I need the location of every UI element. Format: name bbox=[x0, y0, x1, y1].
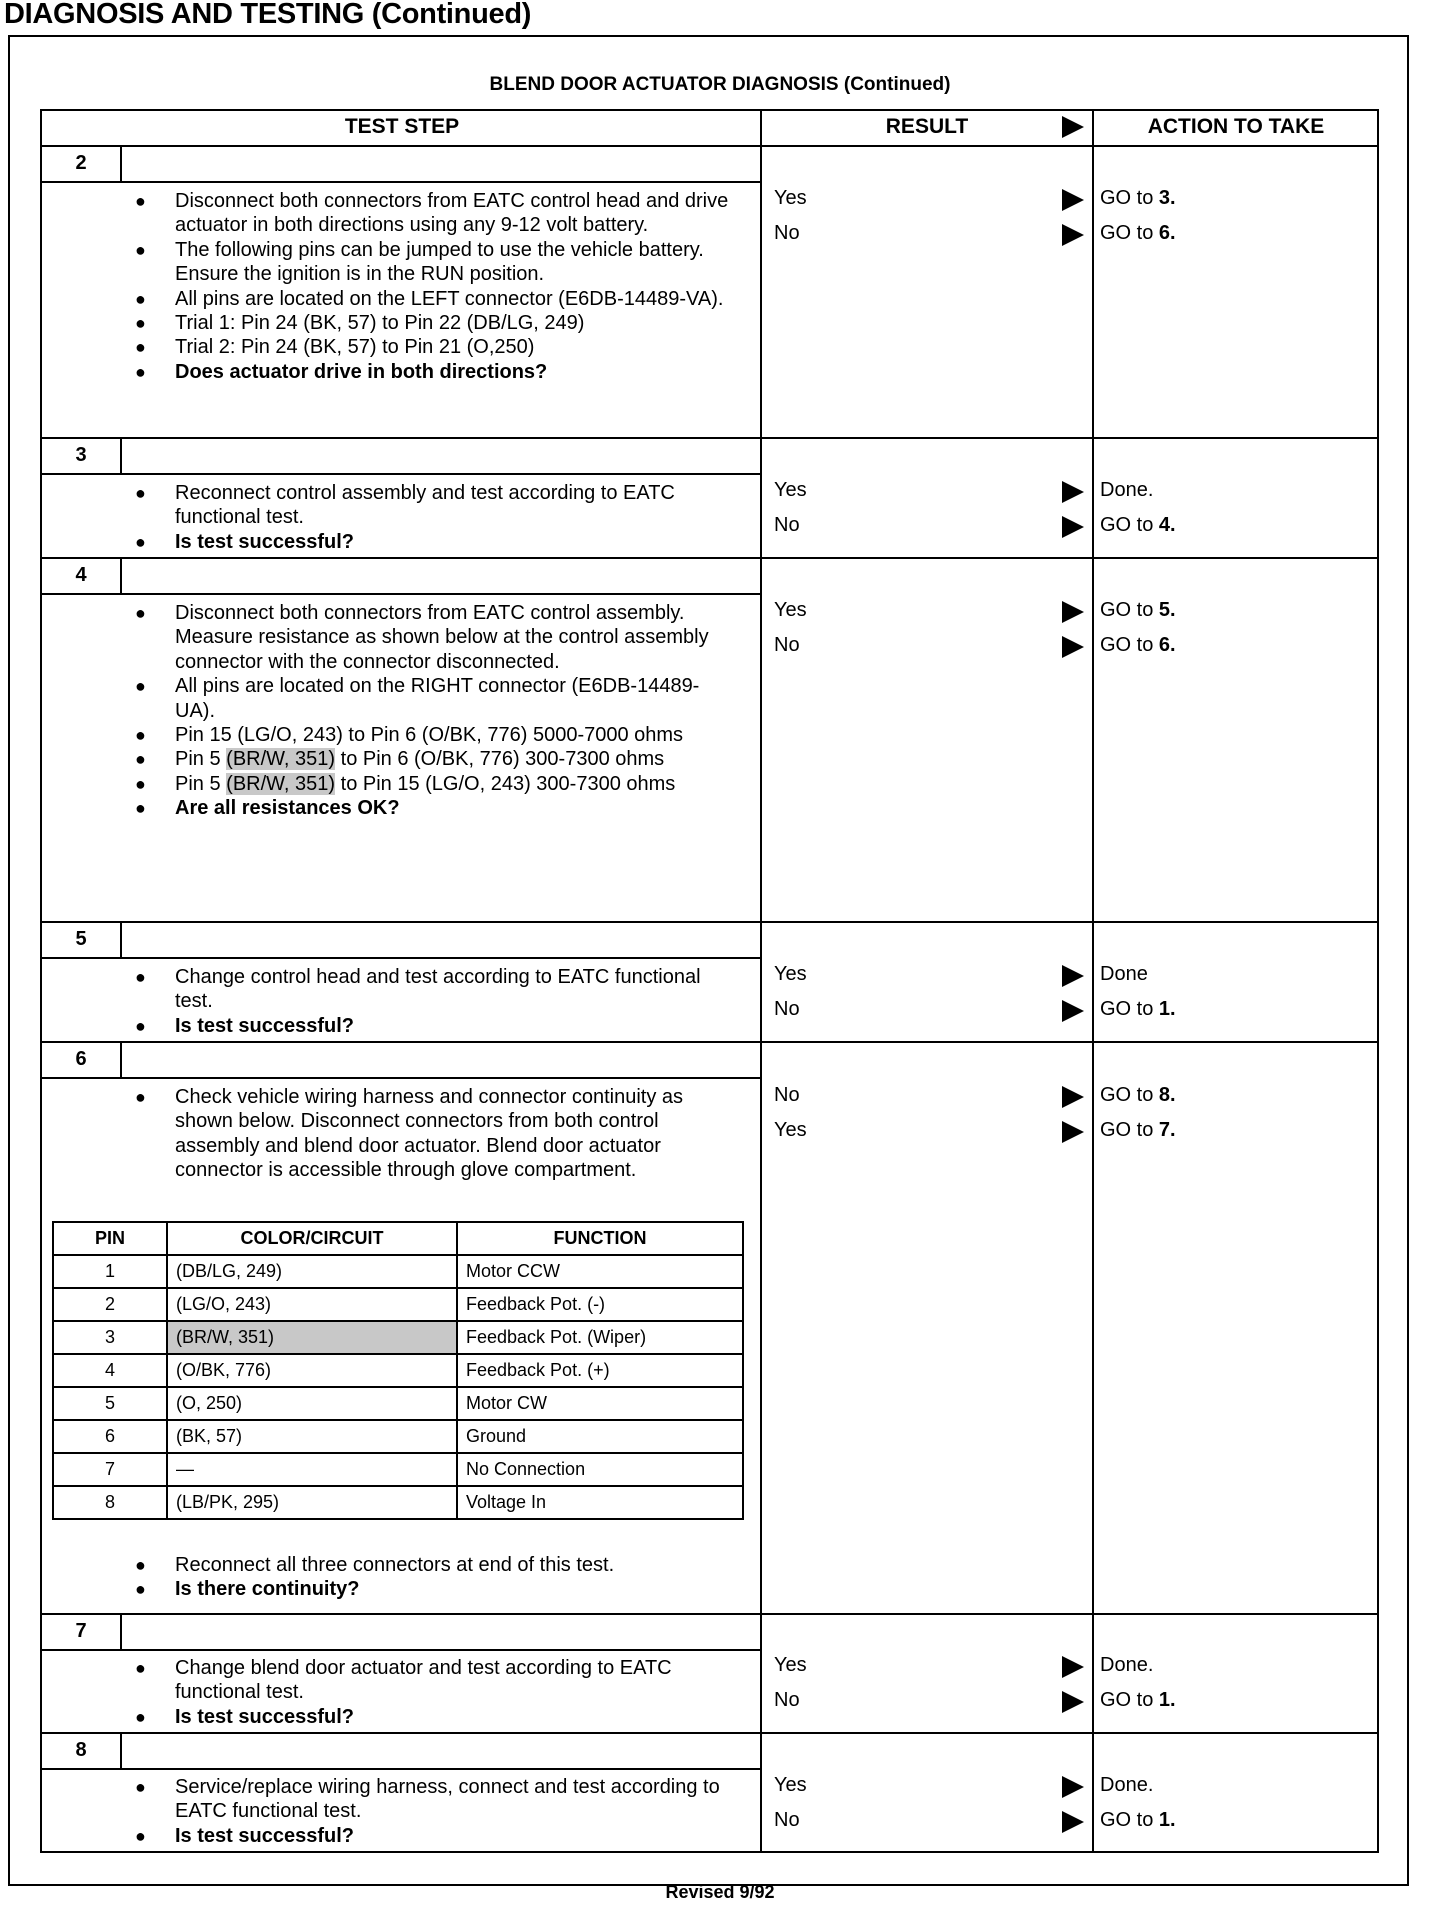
arrow-right-icon bbox=[1062, 481, 1084, 503]
pin-table-header: COLOR/CIRCUIT bbox=[167, 1222, 457, 1255]
step-number: 8 bbox=[75, 1739, 87, 1761]
step-divider bbox=[40, 1041, 1379, 1043]
pin-table-row bbox=[53, 1387, 743, 1420]
action-text: Done bbox=[1100, 963, 1148, 985]
step-number-box-divider bbox=[120, 557, 122, 593]
arrow-right-icon bbox=[1062, 1776, 1084, 1798]
action-text: GO to 5. bbox=[1100, 599, 1176, 621]
step-divider bbox=[40, 921, 1379, 923]
arrow-right-icon bbox=[1062, 516, 1084, 538]
step-results bbox=[762, 181, 1378, 251]
column-header-test-step: TEST STEP bbox=[344, 115, 460, 138]
highlighted-circuit: (BR/W, 351) bbox=[226, 748, 336, 771]
pin-table-row bbox=[53, 1354, 743, 1387]
step-question: ● Does actuator drive in both directions? bbox=[135, 360, 735, 384]
step-divider bbox=[40, 557, 1379, 559]
color-circuit: (LB/PK, 295) bbox=[167, 1486, 457, 1519]
step-number-divider bbox=[40, 181, 762, 183]
step-number-box-divider bbox=[120, 1732, 122, 1768]
action-target-step: 1. bbox=[1158, 1809, 1176, 1831]
action-target-step: 4. bbox=[1158, 514, 1176, 536]
result-row bbox=[762, 508, 1378, 543]
result-label: No bbox=[774, 514, 800, 536]
action-text: GO to 1. bbox=[1100, 1689, 1176, 1711]
step-divider bbox=[40, 437, 1379, 439]
pin-function: Feedback Pot. (Wiper) bbox=[457, 1321, 743, 1354]
column-header-action: ACTION TO TAKE bbox=[1147, 115, 1325, 138]
result-label: No bbox=[774, 634, 800, 656]
color-circuit: (LG/O, 243) bbox=[167, 1288, 457, 1321]
pin-function: Feedback Pot. (-) bbox=[457, 1288, 743, 1321]
instruction-item: ● Disconnect both connectors from EATC control head and drive actuator in both directions using any 9-12 volt battery. bbox=[135, 189, 735, 238]
step-results bbox=[762, 957, 1378, 1027]
pin-function: Voltage In bbox=[457, 1486, 743, 1519]
step-divider bbox=[40, 1613, 1379, 1615]
step-number: 3 bbox=[75, 444, 87, 466]
step-instructions bbox=[135, 189, 735, 384]
arrow-right-icon bbox=[1062, 965, 1084, 987]
instruction-item: ● All pins are located on the LEFT connector (E6DB-14489-VA). bbox=[135, 287, 735, 311]
result-label: Yes bbox=[774, 963, 807, 985]
step-number-divider bbox=[40, 473, 762, 475]
action-text: Done. bbox=[1100, 479, 1154, 501]
instruction-item: ● Pin 5 (BR/W, 351) to Pin 6 (O/BK, 776) 300-7300 ohms bbox=[135, 747, 735, 771]
action-text: GO to 8. bbox=[1100, 1084, 1176, 1106]
pin-function: Feedback Pot. (+) bbox=[457, 1354, 743, 1387]
result-label: No bbox=[774, 1809, 800, 1831]
action-text: GO to 4. bbox=[1100, 514, 1176, 536]
step-instructions bbox=[135, 1085, 735, 1183]
pin-function: No Connection bbox=[457, 1453, 743, 1486]
pin-table-row bbox=[53, 1255, 743, 1288]
arrow-right-icon bbox=[1062, 1691, 1084, 1713]
pin-number: 6 bbox=[53, 1420, 167, 1453]
instruction-item: ● Trial 2: Pin 24 (BK, 57) to Pin 21 (O,250) bbox=[135, 335, 735, 359]
step-number-box-divider bbox=[120, 1041, 122, 1077]
pin-table-header-row bbox=[53, 1222, 743, 1255]
result-label: Yes bbox=[774, 1654, 807, 1676]
arrow-right-icon bbox=[1062, 1811, 1084, 1833]
instruction-item: ● Change control head and test according to EATC functional test. bbox=[135, 965, 735, 1014]
result-label: Yes bbox=[774, 599, 807, 621]
action-target-step: 1. bbox=[1158, 1689, 1176, 1711]
step-number-divider bbox=[40, 1649, 762, 1651]
step-results bbox=[762, 1768, 1378, 1838]
step-instructions bbox=[135, 1775, 735, 1848]
action-text: GO to 1. bbox=[1100, 998, 1176, 1020]
pin-number: 8 bbox=[53, 1486, 167, 1519]
step-question: ● Is test successful? bbox=[135, 1014, 735, 1038]
result-row bbox=[762, 1113, 1378, 1148]
arrow-right-icon bbox=[1062, 224, 1084, 246]
column-header-result: RESULT bbox=[762, 109, 1092, 145]
action-text: Done. bbox=[1100, 1774, 1154, 1796]
instruction-item: ● Check vehicle wiring harness and connector continuity as shown below. Disconnect connectors from both control assembly and blend door actuator. Blend door actuator connector is accessible through glove compartment. bbox=[135, 1085, 735, 1183]
revision-footer: Revised 9/92 bbox=[665, 1882, 775, 1902]
result-row bbox=[762, 1768, 1378, 1803]
step-number-divider bbox=[40, 1077, 762, 1079]
step-number: 2 bbox=[75, 152, 87, 174]
instruction-item: ● Change blend door actuator and test according to EATC functional test. bbox=[135, 1656, 735, 1705]
pin-table-header: PIN bbox=[53, 1222, 167, 1255]
result-label: Yes bbox=[774, 187, 807, 209]
step-results bbox=[762, 1078, 1378, 1148]
arrow-right-icon bbox=[1062, 1656, 1084, 1678]
step-number-box-divider bbox=[120, 1613, 122, 1649]
arrow-right-icon bbox=[1062, 601, 1084, 623]
pin-number: 4 bbox=[53, 1354, 167, 1387]
instruction-item: ● Pin 5 (BR/W, 351) to Pin 15 (LG/O, 243) 300-7300 ohms bbox=[135, 772, 735, 796]
pin-table-row bbox=[53, 1453, 743, 1486]
action-text: GO to 7. bbox=[1100, 1119, 1176, 1141]
pin-number: 3 bbox=[53, 1321, 167, 1354]
step-instructions bbox=[135, 481, 735, 554]
pin-number: 2 bbox=[53, 1288, 167, 1321]
step-number: 6 bbox=[75, 1048, 87, 1070]
step-instructions bbox=[135, 1656, 735, 1729]
instruction-item: ● Reconnect all three connectors at end of this test. bbox=[135, 1553, 735, 1577]
action-text: GO to 6. bbox=[1100, 634, 1176, 656]
header-divider bbox=[40, 145, 1379, 147]
instruction-item: ● The following pins can be jumped to use the vehicle battery. Ensure the ignition is in the RUN position. bbox=[135, 238, 735, 287]
pin-number: 1 bbox=[53, 1255, 167, 1288]
step-instructions-after-table bbox=[135, 1553, 735, 1602]
step-question: ● Is test successful? bbox=[135, 1705, 735, 1729]
arrow-right-icon bbox=[1062, 1000, 1084, 1022]
pin-function: Motor CCW bbox=[457, 1255, 743, 1288]
action-text: GO to 3. bbox=[1100, 187, 1176, 209]
result-row bbox=[762, 1648, 1378, 1683]
action-target-step: 6. bbox=[1158, 634, 1176, 656]
action-text: GO to 1. bbox=[1100, 1809, 1176, 1831]
result-label: Yes bbox=[774, 1774, 807, 1796]
instruction-item: ● Service/replace wiring harness, connect and test according to EATC functional test. bbox=[135, 1775, 735, 1824]
pin-function: Ground bbox=[457, 1420, 743, 1453]
color-circuit: (BR/W, 351) bbox=[167, 1321, 457, 1354]
action-target-step: 3. bbox=[1158, 187, 1176, 209]
pin-table-row bbox=[53, 1486, 743, 1519]
arrow-right-icon bbox=[1062, 189, 1084, 211]
result-row bbox=[762, 216, 1378, 251]
action-text: GO to 6. bbox=[1100, 222, 1176, 244]
header-arrow-icon bbox=[1062, 116, 1084, 138]
result-row bbox=[762, 1803, 1378, 1838]
step-number-box-divider bbox=[120, 437, 122, 473]
result-label: No bbox=[774, 1689, 800, 1711]
result-label: Yes bbox=[774, 1119, 807, 1141]
page-header: DIAGNOSIS AND TESTING (Continued) bbox=[4, 0, 532, 30]
step-results bbox=[762, 1648, 1378, 1718]
instruction-item: ● All pins are located on the RIGHT connector (E6DB-14489-UA). bbox=[135, 674, 735, 723]
instruction-item: ● Disconnect both connectors from EATC control assembly. Measure resistance as shown below at the control assembly connector with the connector disconnected. bbox=[135, 601, 735, 674]
arrow-right-icon bbox=[1062, 636, 1084, 658]
step-number-divider bbox=[40, 957, 762, 959]
step-divider bbox=[40, 1732, 1379, 1734]
table-title: BLEND DOOR ACTUATOR DIAGNOSIS (Continued) bbox=[489, 74, 951, 95]
step-number-box-divider bbox=[120, 145, 122, 181]
step-question: ● Is test successful? bbox=[135, 530, 735, 554]
arrow-right-icon bbox=[1062, 1086, 1084, 1108]
step-instructions bbox=[135, 965, 735, 1038]
step-results bbox=[762, 593, 1378, 663]
result-row bbox=[762, 181, 1378, 216]
pin-table-header: FUNCTION bbox=[457, 1222, 743, 1255]
pin-function: Motor CW bbox=[457, 1387, 743, 1420]
step-question: ● Is there continuity? bbox=[135, 1577, 735, 1601]
action-target-step: 6. bbox=[1158, 222, 1176, 244]
result-row bbox=[762, 473, 1378, 508]
color-circuit: — bbox=[167, 1453, 457, 1486]
step-results bbox=[762, 473, 1378, 543]
result-label: No bbox=[774, 998, 800, 1020]
step-number-divider bbox=[40, 593, 762, 595]
pin-table-row bbox=[53, 1321, 743, 1354]
step-instructions bbox=[135, 601, 735, 821]
action-text: Done. bbox=[1100, 1654, 1154, 1676]
step-number-box-divider bbox=[120, 921, 122, 957]
action-target-step: 7. bbox=[1158, 1119, 1176, 1141]
color-circuit: (O/BK, 776) bbox=[167, 1354, 457, 1387]
result-label: Yes bbox=[774, 479, 807, 501]
color-circuit: (DB/LG, 249) bbox=[167, 1255, 457, 1288]
step-number: 5 bbox=[75, 928, 87, 950]
result-row bbox=[762, 593, 1378, 628]
step-number: 4 bbox=[75, 564, 87, 586]
pin-number: 7 bbox=[53, 1453, 167, 1486]
pin-number: 5 bbox=[53, 1387, 167, 1420]
step-question: ● Is test successful? bbox=[135, 1824, 735, 1848]
instruction-item: ● Pin 15 (LG/O, 243) to Pin 6 (O/BK, 776) 5000-7000 ohms bbox=[135, 723, 735, 747]
action-target-step: 8. bbox=[1158, 1084, 1176, 1106]
step-number-divider bbox=[40, 1768, 762, 1770]
result-row bbox=[762, 1683, 1378, 1718]
pin-continuity-table bbox=[52, 1221, 744, 1520]
action-target-step: 5. bbox=[1158, 599, 1176, 621]
result-row bbox=[762, 957, 1378, 992]
arrow-right-icon bbox=[1062, 1121, 1084, 1143]
instruction-item: ● Trial 1: Pin 24 (BK, 57) to Pin 22 (DB/LG, 249) bbox=[135, 311, 735, 335]
result-label: No bbox=[774, 1084, 800, 1106]
result-row bbox=[762, 1078, 1378, 1113]
color-circuit: (BK, 57) bbox=[167, 1420, 457, 1453]
step-question: ● Are all resistances OK? bbox=[135, 796, 735, 820]
instruction-item: ● Reconnect control assembly and test according to EATC functional test. bbox=[135, 481, 735, 530]
color-circuit: (O, 250) bbox=[167, 1387, 457, 1420]
highlighted-circuit: (BR/W, 351) bbox=[226, 772, 336, 795]
step-number: 7 bbox=[75, 1620, 87, 1642]
result-row bbox=[762, 992, 1378, 1027]
result-label: No bbox=[774, 222, 800, 244]
result-row bbox=[762, 628, 1378, 663]
action-target-step: 1. bbox=[1158, 998, 1176, 1020]
pin-table-row bbox=[53, 1288, 743, 1321]
pin-table-row bbox=[53, 1420, 743, 1453]
